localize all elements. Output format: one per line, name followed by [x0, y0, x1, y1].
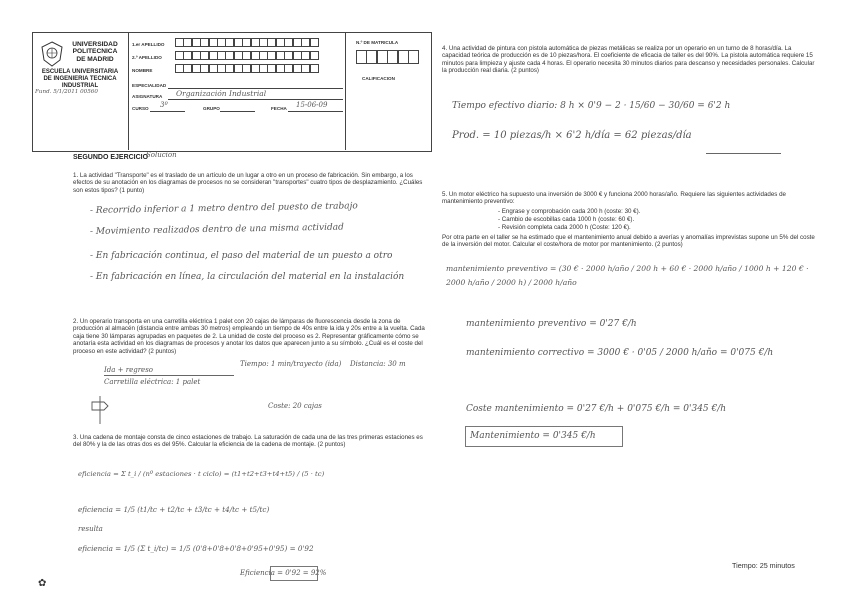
question-4-text: 4. Una actividad de pintura con pistola automática de piezas metálicas se realiza por un operario en un turno de 8 horas/día. La capacidad teórica de producción es de 10 piezas/hora. El coeficiente de eficacia de taller es del 90%. La pistola automática requiere 15 minutos para limpieza y ajuste cada 4 horas. El operario necesita 30 minutos diarios para descanso y necesidades personales. Calcular la producción real diaria. (2 puntos)	[442, 45, 815, 75]
apellido1-label: 1.er APELLIDO	[132, 42, 165, 47]
q5-answer-5: Mantenimiento = 0'345 €/h	[470, 431, 596, 441]
page-mark-icon: ✿	[38, 578, 47, 589]
header-divider	[128, 32, 129, 150]
q4-answer-1: Tiempo efectivo diario: 8 h × 0'9 − 2 · 15/60 − 30/60 = 6'2 h	[452, 101, 731, 111]
q3-answer-4: eficiencia = 1/5 (Σ t_i/tc) = 1/5 (0'8+0'8+0'8+0'95+0'95) = 0'92	[78, 544, 314, 553]
q2-answer-5: Coste: 20 cajas	[268, 402, 322, 410]
grupo-line[interactable]	[220, 111, 255, 112]
curso-label: CURSO	[132, 106, 149, 111]
question-1-text: 1. La actividad "Transporte" es el traslado de un artículo de un lugar a otro en un proceso de fabricación. Sin embargo, a los efectos de su anotación en los diagramas de procesos no se consideran "transportes" cuatro tipos de desplazamiento. ¿Cuáles son estos tipos? (1 punto)	[73, 172, 423, 194]
especialidad-label: ESPECIALIDAD	[132, 83, 167, 88]
q2-answer-4: Tiempo: 1 min/trayecto (ida)	[240, 360, 342, 368]
curso-line[interactable]	[150, 111, 185, 112]
q5-answer-4: Coste mantenimiento = 0'27 €/h + 0'075 €/h = 0'345 €/h	[466, 404, 727, 414]
q2-answer-1: Ida + regreso	[104, 366, 153, 374]
q3-result-box	[270, 566, 318, 581]
q3-answer-1: eficiencia = Σ t_i / (nº estaciones · t ciclo) = (t1+t2+t3+t4+t5) / (5 · tc)	[78, 470, 325, 478]
q3-answer-3: resulta	[78, 525, 103, 533]
question-2-text: 2. Un operario transporta en una carretilla eléctrica 1 palet con 20 cajas de lámparas de fluorescencia desde la zona de producción al almacén (distancia entre ambas 30 metros) empleando un tiempo de 40s entre la ida y 20s entre a la vuelta. Cada caja tiene 30 lámparas agrupadas en paquetes de 2. La unidad de coste del proceso es 2. Representar gráficamente cómo se anotaría esta actividad en los diagramas de procesos y anotar los datos que aparecen junto a su símbolo. ¿Cuál es el coste del proceso en este actividad? (2 puntos)	[73, 318, 425, 355]
q5-answer-1: mantenimiento preventivo = (30 € · 2000 h/año / 200 h + 60 € · 2000 h/año / 1000 h + 120 € · 2000 h/año / 2000 h) / 2000 h/año	[446, 264, 809, 287]
q5-item-2: - Cambio de escobillas cada 1000 h (coste: 60 €).	[498, 216, 635, 223]
asignatura-label: ASIGNATURA	[132, 94, 163, 99]
section-note: Solucion	[146, 151, 177, 159]
q2-answer-2: Carretilla eléctrica: 1 palet	[104, 378, 201, 386]
matricula-boxes[interactable]	[356, 50, 418, 59]
question-5-text-2: Por otra parte en el taller se ha estimado que el mantenimiento anual debido a averías y anomalías imprevistas supone un 5% del coste de la inversión del motor. Calcular el coste/hora de motor por mantenimiento. (2 puntos)	[442, 234, 815, 249]
apellido2-boxes[interactable]	[175, 51, 318, 60]
university-name: UNIVERSIDAD POLITECNICA DE MADRID	[72, 41, 118, 63]
q4-answer-2: Prod. = 10 piezas/h × 6'2 h/día = 62 piezas/día	[452, 130, 692, 141]
transport-arrow-icon	[88, 394, 112, 428]
q5-item-3: - Revisión completa cada 2000 h (Coste: 120 €).	[498, 224, 631, 231]
asignatura-value: Organización Industrial	[176, 89, 267, 98]
matricula-label: N.º DE MATRICULA	[356, 40, 399, 45]
apellido1-boxes[interactable]	[175, 38, 318, 47]
asignatura-line[interactable]	[168, 99, 343, 100]
q4-answer-rule	[706, 153, 781, 154]
section-title: SEGUNDO EJERCICIO	[73, 154, 149, 161]
q3-answer-5: Eficiencia = 0'92 = 92%	[240, 569, 327, 577]
school-name: ESCUELA UNIVERSITARIA DE INGENIERIA TECNICA INDUSTRIAL	[41, 69, 119, 89]
apellido2-label: 2.º APELLIDO	[132, 55, 162, 60]
curso-value: 3º	[160, 101, 168, 109]
q5-answer-3: mantenimiento correctivo = 3000 € · 0'05 / 2000 h/año = 0'075 €/h	[466, 348, 774, 358]
q5-item-1: - Engrase y comprobación cada 200 h (coste: 30 €).	[498, 208, 641, 215]
q1-answer-3: - En fabricación continua, el paso del material de un puesto a otro	[90, 251, 393, 261]
question-3-text: 3. Una cadena de montaje consta de cinco estaciones de trabajo. La saturación de cada una de las tres primeras estaciones es del 80% y la de las otras dos es del 95%. Calcular la eficiencia de la cadena de montaje. (2 puntos)	[73, 434, 423, 449]
q1-answer-2: - Movimiento realizados dentro de una misma actividad	[89, 222, 344, 237]
nombre-label: NOMBRE	[132, 68, 153, 73]
q2-answer-rule	[104, 375, 234, 376]
grupo-label: GRUPO	[203, 106, 220, 111]
q1-answer-1: - Recorrido inferior a 1 metro dentro del puesto de trabajo	[89, 201, 358, 216]
question-5-text: 5. Un motor eléctrico ha supuesto una inversión de 3000 € y funciona 2000 horas/año. Requiere las siguientes actividades de mantenimiento preventivo:	[442, 191, 786, 206]
q5-result-box	[465, 426, 623, 447]
time-footer: Tiempo: 25 minutos	[732, 561, 795, 570]
q2-answer-3: Distancia: 30 m	[350, 360, 406, 368]
q5-answer-2: mantenimiento preventivo = 0'27 €/h	[466, 319, 637, 329]
corner-handwriting: Fund. 5/1/2011 00560	[35, 89, 98, 95]
q3-answer-2: eficiencia = 1/5 (t1/tc + t2/tc + t3/tc + t4/tc + t5/tc)	[78, 505, 270, 514]
university-crest-icon	[38, 40, 66, 68]
fecha-value: 15-06-09	[296, 101, 328, 109]
q1-answer-4a: - En fabricación en línea, la circulación del material en la instalación	[90, 272, 405, 282]
nombre-boxes[interactable]	[175, 64, 318, 73]
fecha-line[interactable]	[288, 111, 343, 112]
matricula-divider	[345, 32, 346, 150]
fecha-label: FECHA	[271, 106, 287, 111]
calificacion-label: CALIFICACION	[362, 76, 395, 81]
